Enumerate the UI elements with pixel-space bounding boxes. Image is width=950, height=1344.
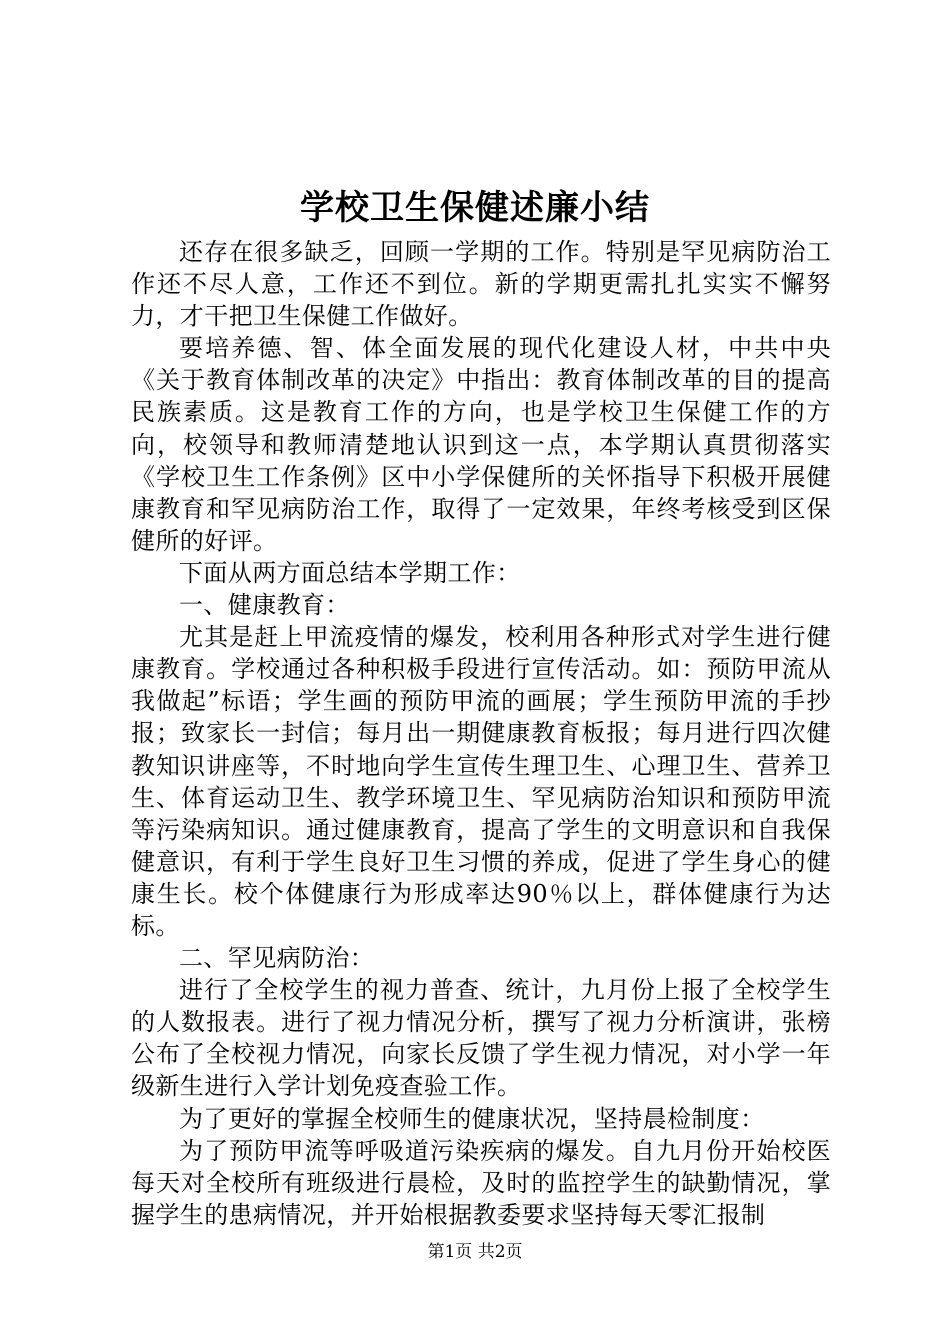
paragraph: 为了预防甲流等呼吸道污染疾病的爆发。自九月份开始校医每天对全校所有班级进行晨检，及时的监控学生的缺勤情况，掌握学生的患病情况，并开始根据教委要求坚持每天零汇报制 [131, 1136, 831, 1229]
paragraph: 进行了全校学生的视力普查、统计，九月份上报了全校学生的人数报表。进行了视力情况分析，撰写了视力分析演讲，张榜公布了全校视力情况，向家长反馈了学生视力情况，对小学一年级新生进行入学计划免疫查验工作。 [131, 976, 831, 1101]
page-footer: 第1页 共2页 [427, 1242, 523, 1262]
document-body [131, 236, 831, 1231]
paragraph: 尤其是赶上甲流疫情的爆发，校利用各种形式对学生进行健康教育。学校通过各种积极手段进行宣传活动。如：预防甲流从我做起”标语；学生画的预防甲流的画展；学生预防甲流的手抄报；致家长一封信；每月出一期健康教育板报；每月进行四次健教知识讲座等，不时地向学生宣传生理卫生、心理卫生、营养卫生、体育运动卫生、教学环境卫生、罕见病防治知识和预防甲流等污染病知识。通过健康教育，提高了学生的文明意识和自我保健意识，有利于学生良好卫生习惯的养成，促进了学生身心的健康生长。校个体健康行为形成率达90％以上，群体健康行为达标。 [131, 623, 831, 940]
paragraph: 下面从两方面总结本学期工作： [179, 558, 521, 587]
paragraph: 为了更好的掌握全校师生的健康状况，坚持晨检制度： [179, 1104, 765, 1133]
paragraph: 要培养德、智、体全面发展的现代化建设人材，中共中央《关于教育体制改革的决定》中指出：教育体制改革的目的提高民族素质。这是教育工作的方向，也是学校卫生保健工作的方向，校领导和教师清楚地认识到这一点，本学期认真贯彻落实《学校卫生工作条例》区中小学保健所的关怀指导下积极开展健康教育和罕见病防治工作，取得了一定效果，年终考核受到区保健所的好评。 [131, 334, 831, 555]
document-title: 学校卫生保健述廉小结 [300, 188, 650, 228]
section-heading: 二、罕见病防治： [179, 944, 375, 973]
section-heading: 一、健康教育： [179, 591, 350, 620]
paragraph: 还存在很多缺乏，回顾一学期的工作。特别是罕见病防治工作还不尽人意，工作还不到位。新的学期更需扎扎实实不懈努力，才干把卫生保健工作做好。 [131, 238, 831, 331]
